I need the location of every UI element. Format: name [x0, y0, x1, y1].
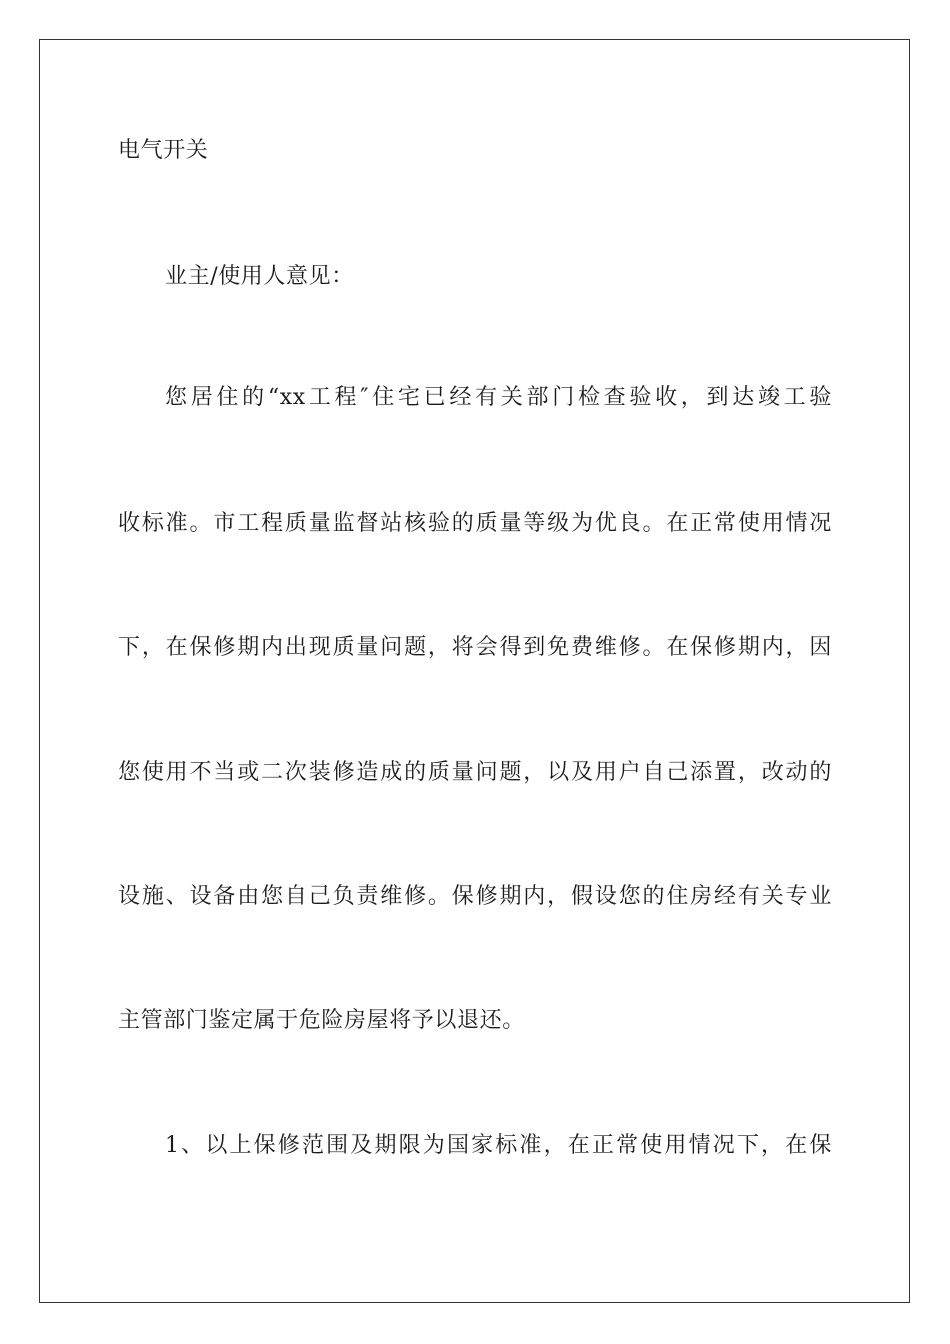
paragraph-line: 1、以上保修范围及期限为国家标准，在正常使用情况下，在保 [165, 1133, 832, 1158]
paragraph-line: 您使用不当或二次装修造成的质量问题，以及用户自己添置，改动的 [118, 760, 832, 785]
paragraph-line: 收标准。市工程质量监督站核验的质量等级为优良。在正常使用情况 [118, 511, 832, 536]
paragraph-line: 下，在保修期内出现质量问题，将会得到免费维修。在保修期内，因 [118, 635, 832, 660]
heading-electrical-switch: 电气开关 [118, 138, 209, 163]
paragraph-line: 主管部门鉴定属于危险房屋将予以退还。 [118, 1008, 525, 1033]
page-border [39, 39, 910, 1303]
paragraph-line: 设施、设备由您自己负责维修。保修期内，假设您的住房经有关专业 [118, 884, 832, 909]
paragraph-line: 您居住的“xx工程″住宅已经有关部门检查验收，到达竣工验 [165, 385, 832, 410]
owner-opinion-label: 业主/使用人意见： [165, 264, 354, 289]
